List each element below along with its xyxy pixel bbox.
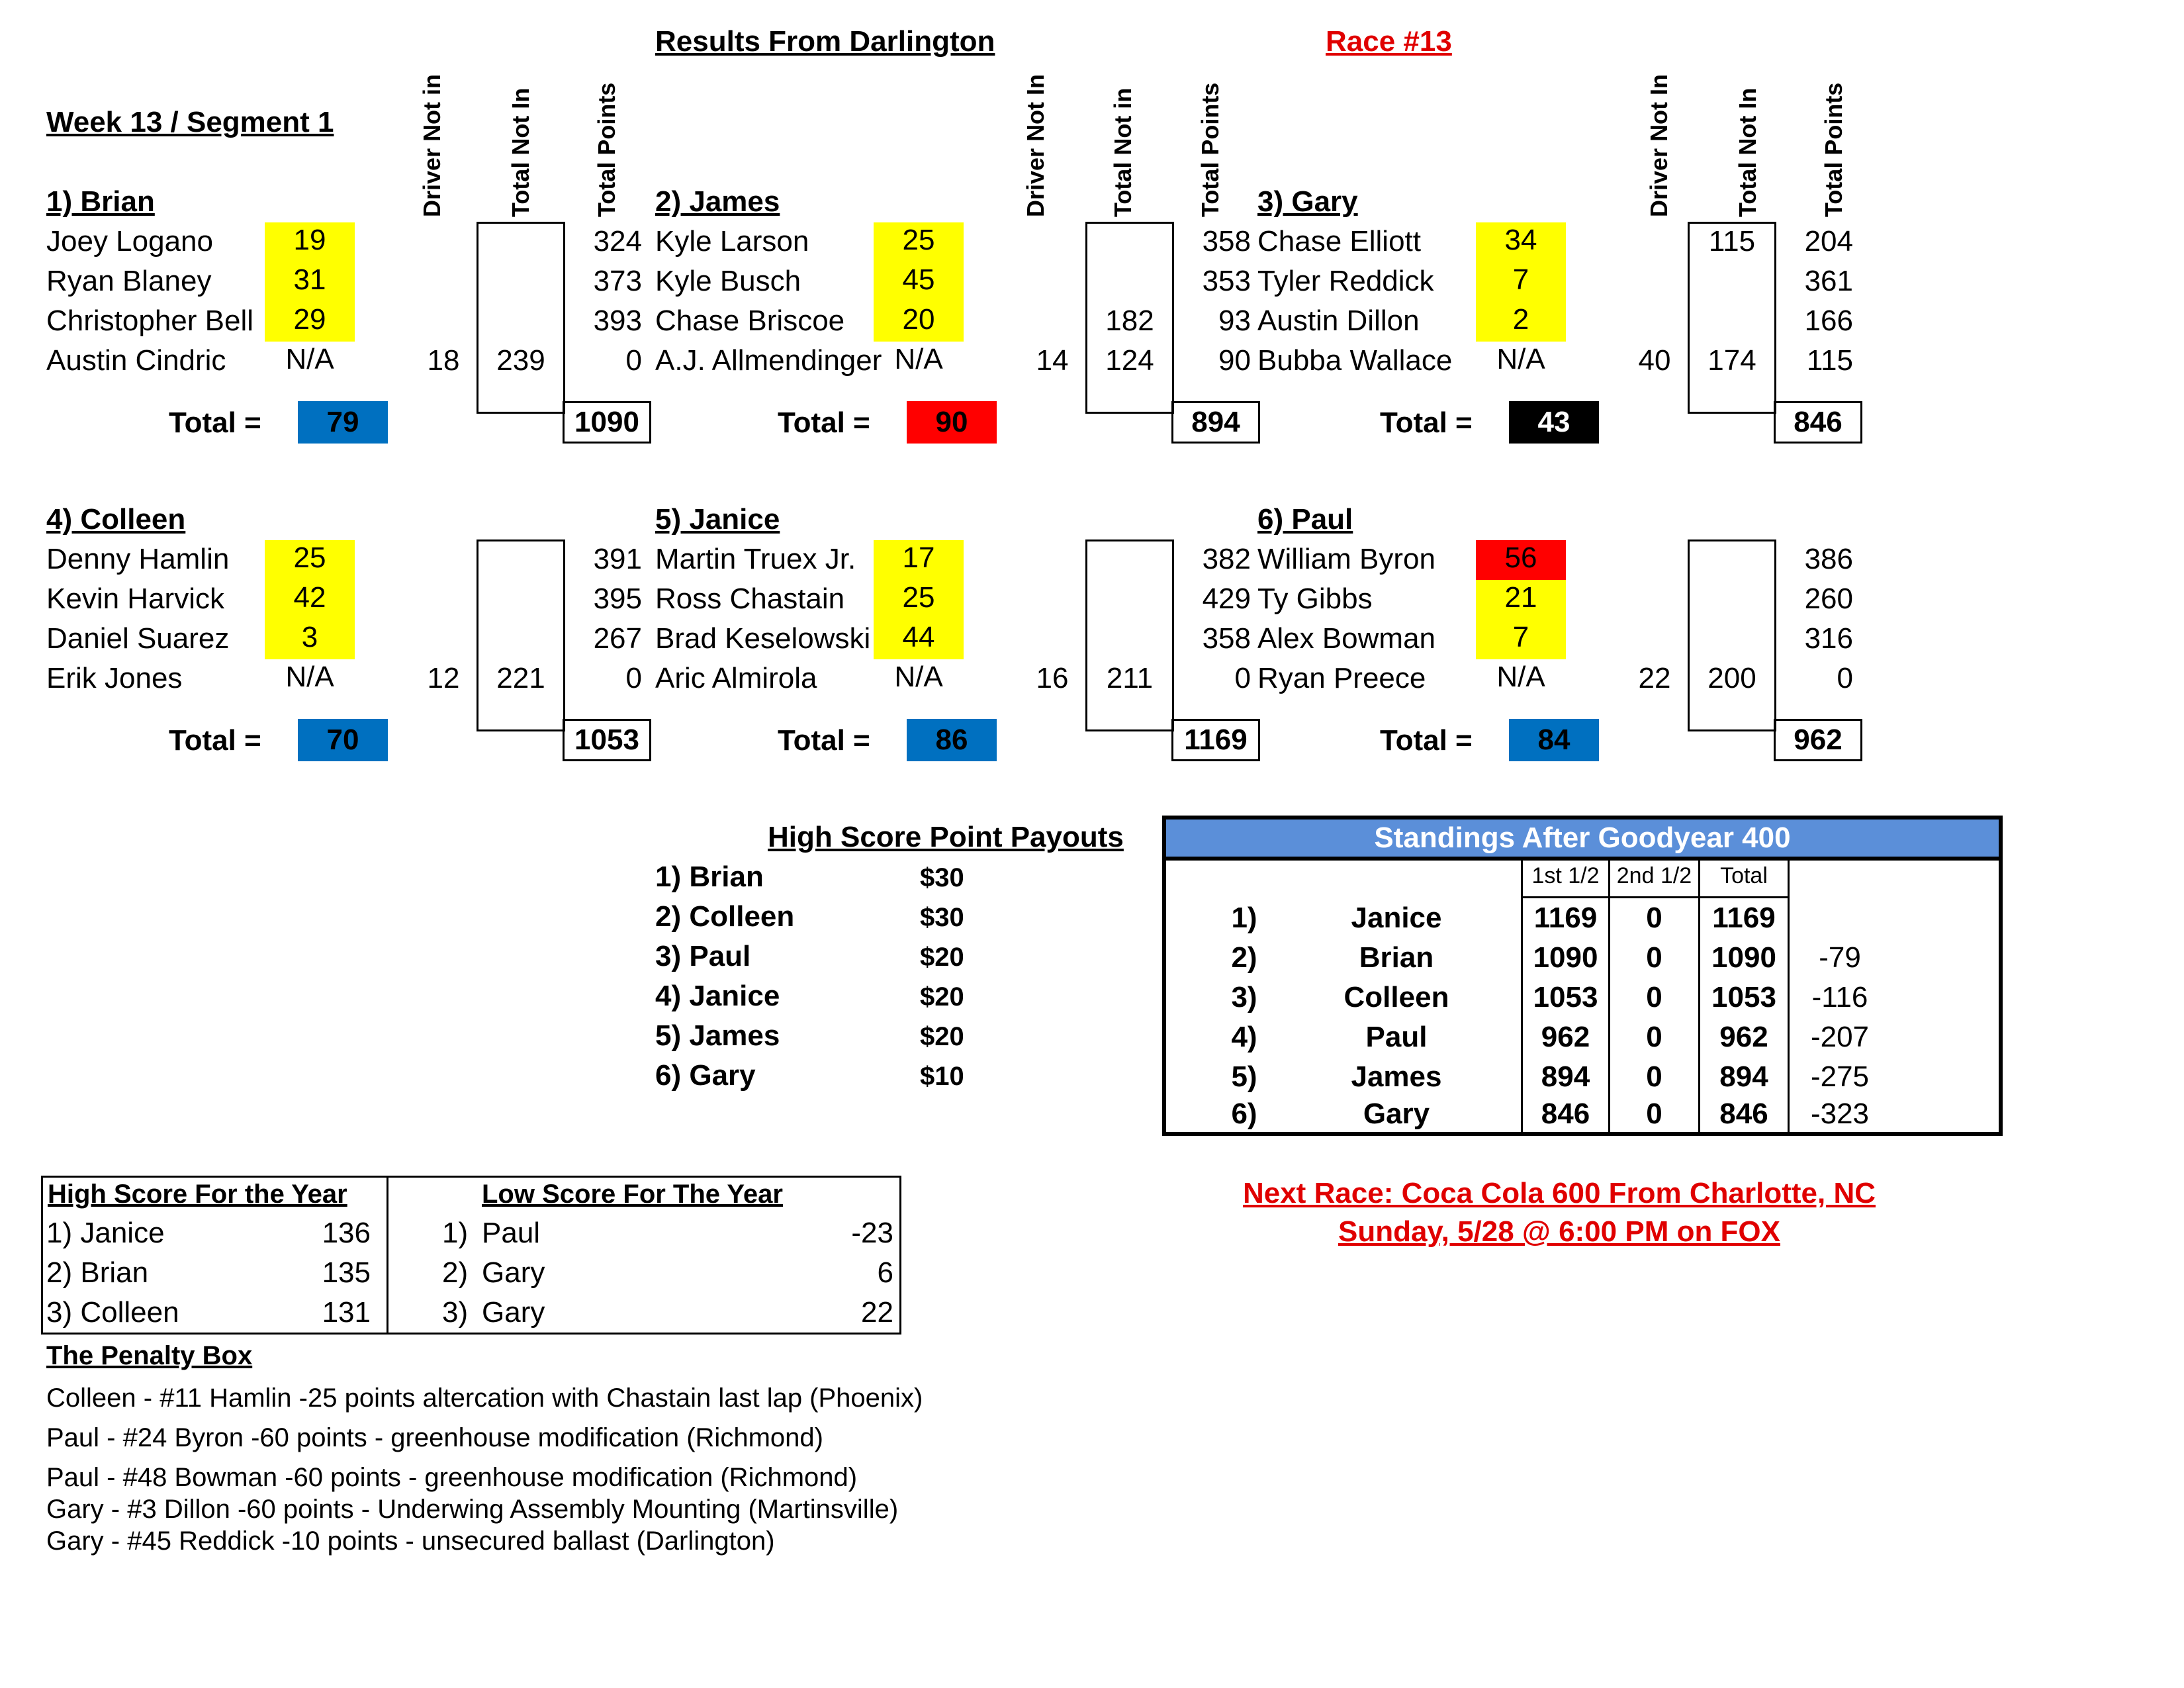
col-header-total-not-in: Total Not in xyxy=(1109,87,1136,217)
standings-behind: -275 xyxy=(1810,1060,1870,1093)
driver-name: Kevin Harvick xyxy=(46,583,224,615)
payout-name: 4) Janice xyxy=(655,980,780,1012)
payout-amount: $10 xyxy=(920,1062,964,1091)
driver-not-in-value: 22 xyxy=(1638,662,1671,694)
standings-first-half: 1053 xyxy=(1533,981,1598,1013)
driver-name: Aric Almirola xyxy=(655,662,817,694)
driver-points: 382 xyxy=(1202,543,1251,575)
driver-name: Kyle Larson xyxy=(655,225,809,258)
driver-points: 0 xyxy=(625,662,642,694)
driver-not-in-value: 12 xyxy=(427,662,460,694)
driver-name: Ty Gibbs xyxy=(1257,583,1373,615)
high-score-name: 1) Janice xyxy=(46,1217,165,1249)
payout-amount: $30 xyxy=(920,903,964,932)
driver-name: Chase Briscoe xyxy=(655,305,845,337)
penalty-item: Paul - #24 Byron -60 points - greenhouse modification (Richmond) xyxy=(46,1423,823,1452)
standings-total: 846 xyxy=(1719,1098,1768,1130)
standings-name: Paul xyxy=(1365,1021,1428,1053)
finish-position: 2 xyxy=(1476,302,1566,342)
finish-position: N/A xyxy=(894,343,943,375)
race-number: Race #13 xyxy=(1326,25,1452,58)
standings-second-half: 0 xyxy=(1646,1021,1662,1053)
standings-total: 1169 xyxy=(1712,902,1776,934)
high-score-value: 136 xyxy=(322,1217,371,1249)
standings-name: Janice xyxy=(1351,902,1442,934)
finish-position: 29 xyxy=(265,302,355,342)
low-score-name: Gary xyxy=(482,1296,545,1329)
driver-name: Tyler Reddick xyxy=(1257,265,1434,297)
standings-second-half: 0 xyxy=(1646,1098,1662,1130)
low-score-rank: 3) xyxy=(442,1296,469,1329)
col-header-driver-not-in: Driver Not In xyxy=(1645,73,1672,217)
team-name: 3) Gary xyxy=(1257,185,1358,218)
low-score-value: 22 xyxy=(861,1296,893,1329)
total-not-in-value: 221 xyxy=(496,662,545,694)
team-total: 90 xyxy=(907,401,997,444)
team-name: 2) James xyxy=(655,185,780,218)
driver-name: Erik Jones xyxy=(46,662,183,694)
driver-not-in-value: 18 xyxy=(427,344,460,377)
standings-name: Gary xyxy=(1363,1098,1430,1130)
standings-header-total: Total xyxy=(1720,863,1768,888)
team-total: 79 xyxy=(298,401,388,444)
driver-points: 429 xyxy=(1202,583,1251,615)
standings-header-first-half: 1st 1/2 xyxy=(1531,863,1600,888)
driver-points: 0 xyxy=(625,344,642,377)
finish-position: 21 xyxy=(1476,580,1566,620)
low-score-name: Paul xyxy=(482,1217,541,1249)
total-label: Total = xyxy=(169,724,261,757)
driver-name: Joey Logano xyxy=(46,225,213,258)
standings-rank: 6) xyxy=(1231,1098,1257,1130)
driver-name: William Byron xyxy=(1257,543,1435,575)
payout-amount: $20 xyxy=(920,943,964,972)
standings-total: 1053 xyxy=(1711,981,1776,1013)
driver-points: 316 xyxy=(1804,622,1853,655)
finish-position: N/A xyxy=(285,343,334,375)
finish-position: 25 xyxy=(265,540,355,580)
driver-name: Kyle Busch xyxy=(655,265,801,297)
low-score-value: -23 xyxy=(851,1217,893,1249)
standings-name: Brian xyxy=(1359,941,1434,974)
driver-points: 267 xyxy=(593,622,642,655)
payout-name: 1) Brian xyxy=(655,861,764,893)
team-total: 70 xyxy=(298,719,388,761)
col-header-driver-not-in: Driver Not In xyxy=(1022,73,1049,217)
driver-points: 386 xyxy=(1804,543,1853,575)
standings-second-half: 0 xyxy=(1646,902,1662,934)
driver-name: Alex Bowman xyxy=(1257,622,1436,655)
penalty-item: Gary - #45 Reddick -10 points - unsecured ballast (Darlington) xyxy=(46,1526,775,1556)
team-name: 1) Brian xyxy=(46,185,155,218)
standings-rank: 4) xyxy=(1231,1021,1257,1053)
finish-position: N/A xyxy=(1496,661,1545,693)
penalty-item: Gary - #3 Dillon -60 points - Underwing Assembly Mounting (Martinsville) xyxy=(46,1495,899,1524)
standings-col-line xyxy=(1788,859,1790,1132)
driver-points: 166 xyxy=(1804,305,1853,337)
driver-name: A.J. Allmendinger xyxy=(655,344,882,377)
driver-name: Christopher Bell xyxy=(46,305,254,337)
driver-points: 0 xyxy=(1837,662,1853,694)
col-header-driver-not-in: Driver Not in xyxy=(418,73,445,217)
driver-points: 358 xyxy=(1202,622,1251,655)
penalty-item: Colleen - #11 Hamlin -25 points altercation with Chastain last lap (Phoenix) xyxy=(46,1383,923,1413)
finish-position: 20 xyxy=(874,302,964,342)
payout-name: 3) Paul xyxy=(655,940,751,972)
driver-points: 324 xyxy=(593,225,642,258)
total-label: Total = xyxy=(778,724,870,757)
total-not-in-box xyxy=(1688,539,1776,731)
total-not-in-box xyxy=(1085,539,1174,731)
standings-behind: -323 xyxy=(1810,1098,1870,1130)
total-not-in-box xyxy=(477,222,565,414)
penalty-item: Paul - #48 Bowman -60 points - greenhouse modification (Richmond) xyxy=(46,1463,858,1492)
total-label: Total = xyxy=(1380,406,1473,439)
high-score-title: High Score For the Year xyxy=(48,1180,347,1209)
payouts-title: High Score Point Payouts xyxy=(768,821,1124,853)
team-total: 43 xyxy=(1509,401,1599,444)
col-header-total-points: Total Points xyxy=(1820,82,1847,217)
finish-position: 7 xyxy=(1476,620,1566,659)
total-not-in-value: 174 xyxy=(1707,344,1756,377)
standings-total: 962 xyxy=(1719,1021,1768,1053)
finish-position: 19 xyxy=(265,222,355,262)
standings-first-half: 846 xyxy=(1541,1098,1590,1130)
team-total: 86 xyxy=(907,719,997,761)
team-total-points: 1053 xyxy=(563,719,651,761)
standings-rank: 5) xyxy=(1231,1060,1257,1093)
standings-first-half: 894 xyxy=(1541,1060,1590,1093)
team-name: 6) Paul xyxy=(1257,503,1353,536)
team-total-points: 894 xyxy=(1171,401,1260,444)
finish-position: 42 xyxy=(265,580,355,620)
standings-total: 894 xyxy=(1719,1060,1768,1093)
driver-points: 90 xyxy=(1218,344,1251,377)
driver-not-in-value: 40 xyxy=(1638,344,1671,377)
standings-second-half: 0 xyxy=(1646,1060,1662,1093)
standings-behind: -207 xyxy=(1810,1021,1870,1053)
col-header-total-points: Total Points xyxy=(1197,82,1224,217)
finish-position: 25 xyxy=(874,580,964,620)
standings-first-half: 962 xyxy=(1541,1021,1590,1053)
low-score-title: Low Score For The Year xyxy=(482,1180,783,1209)
standings-behind: -116 xyxy=(1811,981,1868,1013)
driver-points: 373 xyxy=(593,265,642,297)
standings-rank: 2) xyxy=(1231,941,1257,974)
standings-title: Standings After Goodyear 400 xyxy=(1166,820,1999,857)
finish-position: 17 xyxy=(874,540,964,580)
penalty-box-title: The Penalty Box xyxy=(46,1341,253,1370)
standings-rank: 3) xyxy=(1231,981,1257,1013)
driver-points: 361 xyxy=(1804,265,1853,297)
finish-position: 31 xyxy=(265,262,355,302)
driver-name: Ross Chastain xyxy=(655,583,845,615)
payout-name: 2) Colleen xyxy=(655,900,795,933)
driver-name: Ryan Blaney xyxy=(46,265,212,297)
high-score-name: 3) Colleen xyxy=(46,1296,179,1329)
driver-not-in-value: 14 xyxy=(1036,344,1069,377)
finish-position: 56 xyxy=(1476,540,1566,580)
low-score-value: 6 xyxy=(877,1256,893,1289)
driver-points: 395 xyxy=(593,583,642,615)
total-label: Total = xyxy=(1380,724,1473,757)
driver-name: Chase Elliott xyxy=(1257,225,1422,258)
finish-position: N/A xyxy=(285,661,334,693)
standings-name: James xyxy=(1351,1060,1442,1093)
standings-rank: 1) xyxy=(1231,902,1257,934)
payout-amount: $30 xyxy=(920,863,964,892)
driver-points: 358 xyxy=(1202,225,1251,258)
next-race-line2: Sunday, 5/28 @ 6:00 PM on FOX xyxy=(1338,1215,1781,1248)
standings-behind: -79 xyxy=(1819,941,1861,974)
driver-name: Daniel Suarez xyxy=(46,622,230,655)
driver-points: 391 xyxy=(593,543,642,575)
standings-header-second-half: 2nd 1/2 xyxy=(1616,863,1692,888)
payout-name: 6) Gary xyxy=(655,1059,756,1092)
total-not-in-value: 239 xyxy=(496,344,545,377)
driver-points: 260 xyxy=(1804,583,1853,615)
high-score-name: 2) Brian xyxy=(46,1256,149,1289)
driver-name: Bubba Wallace xyxy=(1257,344,1453,377)
finish-position: 3 xyxy=(265,620,355,659)
team-total-points: 846 xyxy=(1774,401,1862,444)
standings-first-half: 1169 xyxy=(1533,902,1598,934)
standings-first-half: 1090 xyxy=(1533,941,1598,974)
standings-second-half: 0 xyxy=(1646,981,1662,1013)
driver-points: 353 xyxy=(1202,265,1251,297)
driver-not-in-value: 16 xyxy=(1036,662,1069,694)
team-total-points: 1090 xyxy=(563,401,651,444)
low-score-rank: 2) xyxy=(442,1256,469,1289)
col-header-total-not-in: Total Not In xyxy=(507,87,534,217)
driver-points: 204 xyxy=(1804,225,1853,258)
payout-name: 5) James xyxy=(655,1019,780,1052)
col-header-total-points: Total Points xyxy=(593,82,620,217)
team-total-points: 1169 xyxy=(1171,719,1260,761)
finish-position: N/A xyxy=(1496,343,1545,375)
total-not-in-value: 211 xyxy=(1106,662,1154,694)
finish-position: 7 xyxy=(1476,262,1566,302)
payout-amount: $20 xyxy=(920,982,964,1011)
driver-name: Ryan Preece xyxy=(1257,662,1426,694)
finish-position: N/A xyxy=(894,661,943,693)
finish-position: 45 xyxy=(874,262,964,302)
week-label: Week 13 / Segment 1 xyxy=(46,106,334,138)
finish-position: 44 xyxy=(874,620,964,659)
driver-name: Austin Dillon xyxy=(1257,305,1420,337)
total-not-in-extra: 182 xyxy=(1105,305,1154,337)
page-title: Results From Darlington xyxy=(655,25,995,58)
total-not-in-value: 124 xyxy=(1105,344,1154,377)
total-not-in-extra: 115 xyxy=(1708,225,1756,258)
driver-points: 393 xyxy=(593,305,642,337)
driver-name: Martin Truex Jr. xyxy=(655,543,856,575)
next-race-line1: Next Race: Coca Cola 600 From Charlotte, NC xyxy=(1242,1177,1876,1209)
driver-name: Denny Hamlin xyxy=(46,543,230,575)
team-total: 84 xyxy=(1509,719,1599,761)
col-header-total-not-in: Total Not In xyxy=(1734,87,1761,217)
standings-second-half: 0 xyxy=(1646,941,1662,974)
low-score-rank: 1) xyxy=(442,1217,469,1249)
finish-position: 34 xyxy=(1476,222,1566,262)
total-not-in-value: 200 xyxy=(1707,662,1756,694)
high-score-value: 135 xyxy=(322,1256,371,1289)
payout-amount: $20 xyxy=(920,1022,964,1051)
standings-total: 1090 xyxy=(1711,941,1776,974)
team-name: 4) Colleen xyxy=(46,503,186,536)
driver-name: Brad Keselowski xyxy=(655,622,871,655)
total-label: Total = xyxy=(169,406,261,439)
standings-name: Colleen xyxy=(1343,981,1449,1013)
low-score-name: Gary xyxy=(482,1256,545,1289)
driver-name: Austin Cindric xyxy=(46,344,226,377)
driver-points: 115 xyxy=(1806,344,1853,377)
year-scores-divider xyxy=(387,1176,388,1335)
team-total-points: 962 xyxy=(1774,719,1862,761)
high-score-value: 131 xyxy=(322,1296,371,1329)
finish-position: 25 xyxy=(874,222,964,262)
driver-points: 93 xyxy=(1218,305,1251,337)
driver-points: 0 xyxy=(1234,662,1251,694)
total-label: Total = xyxy=(778,406,870,439)
team-name: 5) Janice xyxy=(655,503,780,536)
total-not-in-box xyxy=(477,539,565,731)
